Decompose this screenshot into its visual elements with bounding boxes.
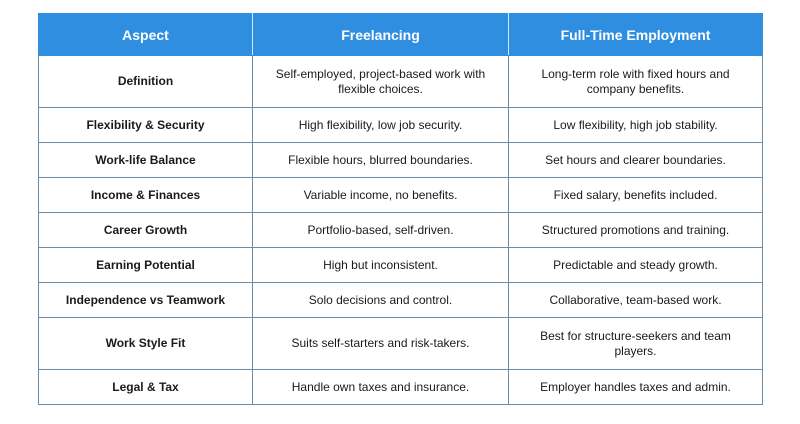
- aspect-cell: Work-life Balance: [39, 143, 253, 178]
- freelancing-cell: Variable income, no benefits.: [253, 178, 509, 213]
- freelancing-cell: Portfolio-based, self-driven.: [253, 213, 509, 248]
- table-row: [39, 213, 763, 248]
- header-full-time-employment: Full-Time Employment: [509, 14, 763, 56]
- aspect-cell: Income & Finances: [39, 178, 253, 213]
- freelancing-cell: Solo decisions and control.: [253, 283, 509, 318]
- aspect-cell: Definition: [39, 56, 253, 108]
- fulltime-cell: Collaborative, team-based work.: [509, 283, 763, 318]
- table-row: [39, 370, 763, 405]
- table-row: [39, 143, 763, 178]
- aspect-cell: Legal & Tax: [39, 370, 253, 405]
- freelancing-cell: Flexible hours, blurred boundaries.: [253, 143, 509, 178]
- fulltime-cell: Employer handles taxes and admin.: [509, 370, 763, 405]
- freelancing-cell: Handle own taxes and insurance.: [253, 370, 509, 405]
- table-row: [39, 318, 763, 370]
- aspect-cell: Career Growth: [39, 213, 253, 248]
- freelancing-cell: High flexibility, low job security.: [253, 108, 509, 143]
- fulltime-cell: Structured promotions and training.: [509, 213, 763, 248]
- fulltime-cell: Low flexibility, high job stability.: [509, 108, 763, 143]
- aspect-cell: Earning Potential: [39, 248, 253, 283]
- table-row: [39, 248, 763, 283]
- fulltime-cell: Best for structure-seekers and team players.: [509, 318, 763, 370]
- header-freelancing: Freelancing: [253, 14, 509, 56]
- table-row: [39, 178, 763, 213]
- aspect-cell: Flexibility & Security: [39, 108, 253, 143]
- table-header-row: [39, 14, 763, 56]
- table-row: [39, 108, 763, 143]
- freelancing-cell: Self-employed, project-based work with flexible choices.: [253, 56, 509, 108]
- header-aspect: Aspect: [39, 14, 253, 56]
- comparison-table-container: [38, 13, 762, 405]
- fulltime-cell: Fixed salary, benefits included.: [509, 178, 763, 213]
- freelancing-cell: High but inconsistent.: [253, 248, 509, 283]
- fulltime-cell: Predictable and steady growth.: [509, 248, 763, 283]
- fulltime-cell: Set hours and clearer boundaries.: [509, 143, 763, 178]
- fulltime-cell: Long-term role with fixed hours and company benefits.: [509, 56, 763, 108]
- aspect-cell: Work Style Fit: [39, 318, 253, 370]
- table-row: [39, 56, 763, 108]
- freelancing-cell: Suits self-starters and risk-takers.: [253, 318, 509, 370]
- aspect-cell: Independence vs Teamwork: [39, 283, 253, 318]
- comparison-table: [38, 13, 763, 405]
- table-row: [39, 283, 763, 318]
